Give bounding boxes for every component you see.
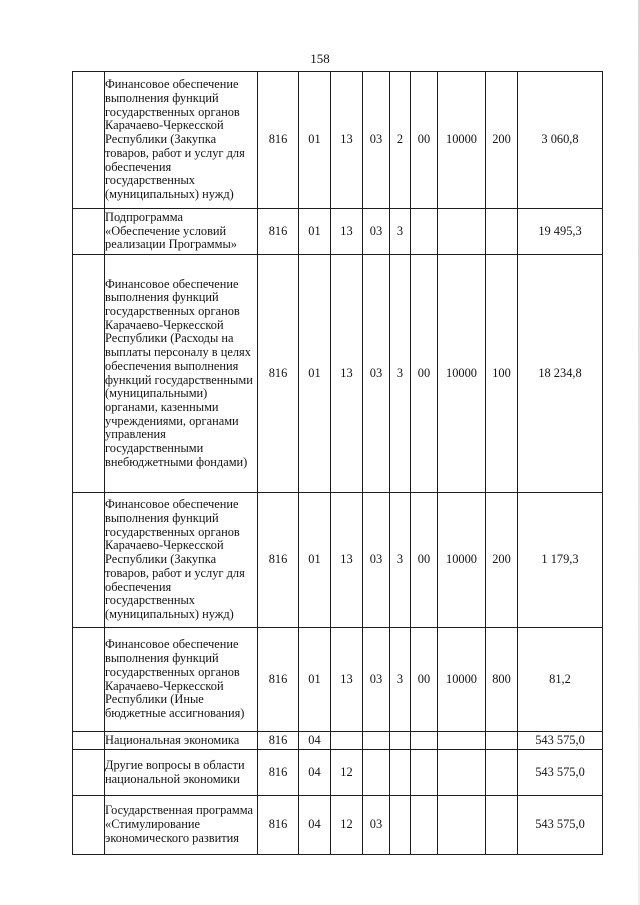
row-name: Финансовое обеспечение выполнения функций государственных органов Карачаево-Черкесской Республики (Закупка товаров, работ и услуг для обеспечения государственных (муниципальных) нужд) <box>105 72 258 209</box>
subprogram-code: 3 <box>390 209 411 255</box>
table-row <box>73 628 603 732</box>
subsection-code: 13 <box>331 72 363 209</box>
subprogram-code: 2 <box>390 72 411 209</box>
section-code: 01 <box>299 209 331 255</box>
ministry-code: 816 <box>258 255 299 493</box>
ministry-code: 816 <box>258 750 299 796</box>
amount: 543 575,0 <box>518 732 603 750</box>
empty-cell <box>73 750 105 796</box>
amount: 18 234,8 <box>518 255 603 493</box>
budget-table <box>72 71 603 855</box>
section-code: 04 <box>299 732 331 750</box>
amount: 3 060,8 <box>518 72 603 209</box>
empty-cell <box>73 72 105 209</box>
ministry-code: 816 <box>258 732 299 750</box>
program-code: 03 <box>363 209 390 255</box>
empty-cell <box>73 255 105 493</box>
table-row <box>73 750 603 796</box>
subprogram-code <box>390 796 411 855</box>
main-event-code <box>411 796 438 855</box>
subsection-code: 12 <box>331 796 363 855</box>
direction-code <box>438 750 486 796</box>
empty-cell <box>73 628 105 732</box>
section-code: 01 <box>299 628 331 732</box>
subprogram-code: 3 <box>390 628 411 732</box>
program-code: 03 <box>363 255 390 493</box>
main-event-code <box>411 732 438 750</box>
empty-cell <box>73 732 105 750</box>
table-row <box>73 493 603 628</box>
amount: 19 495,3 <box>518 209 603 255</box>
direction-code: 10000 <box>438 493 486 628</box>
section-code: 01 <box>299 72 331 209</box>
program-code: 03 <box>363 493 390 628</box>
ministry-code: 816 <box>258 493 299 628</box>
amount: 1 179,3 <box>518 493 603 628</box>
table-row <box>73 72 603 209</box>
table-row <box>73 732 603 750</box>
ministry-code: 816 <box>258 628 299 732</box>
amount: 543 575,0 <box>518 750 603 796</box>
expense-type-code <box>486 796 518 855</box>
subprogram-code <box>390 750 411 796</box>
main-event-code: 00 <box>411 493 438 628</box>
main-event-code: 00 <box>411 255 438 493</box>
subsection-code <box>331 732 363 750</box>
subsection-code: 13 <box>331 209 363 255</box>
main-event-code: 00 <box>411 72 438 209</box>
expense-type-code <box>486 209 518 255</box>
subprogram-code: 3 <box>390 255 411 493</box>
expense-type-code: 200 <box>486 493 518 628</box>
program-code: 03 <box>363 72 390 209</box>
row-name: Финансовое обеспечение выполнения функций государственных органов Карачаево-Черкесской Республики (Расходы на выплаты персоналу в целях обеспечения выполнения функций государственными (муниципальными) органами, казенными учреждениями, органами управления государственными внебюджетными фондами) <box>105 255 258 493</box>
direction-code: 10000 <box>438 255 486 493</box>
subsection-code: 13 <box>331 628 363 732</box>
main-event-code: 00 <box>411 628 438 732</box>
expense-type-code: 200 <box>486 72 518 209</box>
expense-type-code: 800 <box>486 628 518 732</box>
empty-cell <box>73 796 105 855</box>
section-code: 04 <box>299 750 331 796</box>
row-name: Другие вопросы в области национальной экономики <box>105 750 258 796</box>
row-name: Государственная программа «Стимулирование экономического развития <box>105 796 258 855</box>
ministry-code: 816 <box>258 209 299 255</box>
direction-code <box>438 796 486 855</box>
row-name: Подпрограмма «Обеспечение условий реализации Программы» <box>105 209 258 255</box>
program-code: 03 <box>363 628 390 732</box>
subsection-code: 13 <box>331 493 363 628</box>
ministry-code: 816 <box>258 72 299 209</box>
amount: 81,2 <box>518 628 603 732</box>
subsection-code: 12 <box>331 750 363 796</box>
program-code <box>363 732 390 750</box>
row-name: Национальная экономика <box>105 732 258 750</box>
program-code: 03 <box>363 796 390 855</box>
ministry-code: 816 <box>258 796 299 855</box>
table-row <box>73 796 603 855</box>
table-row <box>73 209 603 255</box>
subsection-code: 13 <box>331 255 363 493</box>
row-name: Финансовое обеспечение выполнения функций государственных органов Карачаево-Черкесской Республики (Закупка товаров, работ и услуг для обеспечения государственных (муниципальных) нужд) <box>105 493 258 628</box>
expense-type-code: 100 <box>486 255 518 493</box>
section-code: 01 <box>299 493 331 628</box>
section-code: 04 <box>299 796 331 855</box>
main-event-code <box>411 750 438 796</box>
row-name: Финансовое обеспечение выполнения функций государственных органов Карачаево-Черкесской Республики (Иные бюджетные ассигнования) <box>105 628 258 732</box>
main-event-code <box>411 209 438 255</box>
program-code <box>363 750 390 796</box>
empty-cell <box>73 209 105 255</box>
section-code: 01 <box>299 255 331 493</box>
empty-cell <box>73 493 105 628</box>
direction-code <box>438 209 486 255</box>
page-number: 158 <box>310 51 330 66</box>
subprogram-code: 3 <box>390 493 411 628</box>
amount: 543 575,0 <box>518 796 603 855</box>
direction-code: 10000 <box>438 628 486 732</box>
table-row <box>73 255 603 493</box>
expense-type-code <box>486 750 518 796</box>
direction-code <box>438 732 486 750</box>
subprogram-code <box>390 732 411 750</box>
expense-type-code <box>486 732 518 750</box>
direction-code: 10000 <box>438 72 486 209</box>
